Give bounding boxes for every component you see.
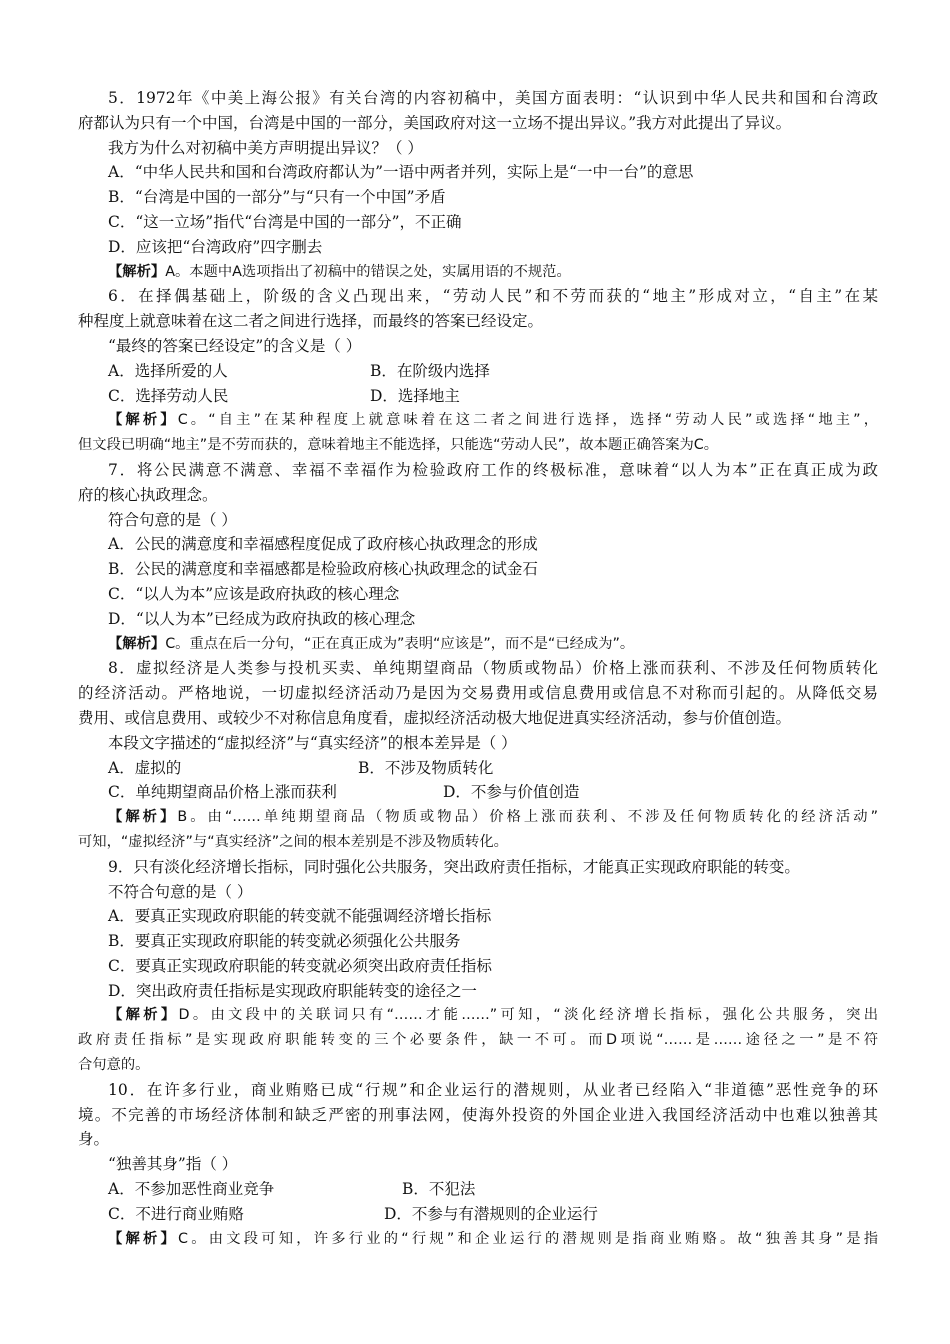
q9-option-b: B．要真正实现政府职能的转变就必须强化公共服务 <box>108 932 461 951</box>
q8-analysis-text: B。由“……单纯期望商品（物质或物品）价格上涨而获利、不涉及任何物质转化的经济活动” <box>177 809 878 826</box>
q6-option-d: D．选择地主 <box>370 386 460 405</box>
q8-option-d: D．不参与价值创造 <box>443 783 580 802</box>
q10-option-b: B．不犯法 <box>402 1180 476 1199</box>
q9-option-d: D．突出政府责任指标是实现政府职能转变的途径之一 <box>108 981 477 1000</box>
q9-analysis-text: D。由文段中的关联词只有“……才能……”可知，“淡化经济增长指标，强化公共服务，突出 <box>178 1007 878 1024</box>
q7-option-a: A．公民的满意度和幸福感程度促成了政府核心执政理念的形成 <box>108 535 538 554</box>
q8-options-row <box>78 780 878 805</box>
q6-analysis-line: 但文段已明确“地主”是不劳而获的，意味着地主不能选择，只能选“劳动人民”，故本题正确答案为C。 <box>78 437 719 454</box>
q8-option-a: A．虚拟的 <box>108 758 182 777</box>
q8-stem-line: 的经济活动。严格地说，一切虚拟经济活动乃是因为交易费用或信息费用或信息不对称而引起的。从降低交易 <box>78 684 878 703</box>
q8-stem-line: 费用、或信息费用、或较少不对称信息角度看，虚拟经济活动极大地促进真实经济活动，参与价值创造。 <box>78 708 792 727</box>
q6-analysis-text: C。“自主”在某种程度上就意味着在这二者之间进行选择，选择“劳动人民”或选择“地主”， <box>177 412 878 429</box>
q10-options-row <box>78 1202 878 1227</box>
q9-analysis <box>78 1003 878 1028</box>
q7-question: 符合句意的是（ ） <box>108 510 237 529</box>
q5-analysis-text: A。本题中A选项指出了初稿中的错误之处，实属用语的不规范。 <box>165 263 571 280</box>
q8-analysis <box>78 805 878 830</box>
q5-option-b: B．“台湾是中国的一部分”与“只有一个中国”矛盾 <box>108 188 446 207</box>
q5-option-c: C．“这一立场”指代“台湾是中国的一部分”，不正确 <box>108 212 462 231</box>
q10-stem-line: 10．在许多行业，商业贿赂已成“行规”和企业运行的潜规则，从业者已经陷入“非道德”恶性竞争的环 <box>108 1080 878 1099</box>
q6-option-a: A．选择所爱的人 <box>108 361 228 380</box>
q10-stem-line: 境。不完善的市场经济体制和缺乏严密的刑事法网，使海外投资的外国企业进入我国经济活动中也难以独善其 <box>78 1105 878 1124</box>
q10-option-a: A．不参加恶性商业竞争 <box>108 1180 275 1199</box>
q6-stem-line: 种程度上就意味着在这二者之间进行选择，而最终的答案已经设定。 <box>78 312 544 331</box>
q8-options-row <box>78 756 878 781</box>
q10-question: “独善其身”指（ ） <box>108 1155 238 1174</box>
q9-question: 不符合句意的是（ ） <box>108 882 253 901</box>
q10-options-row <box>78 1177 878 1202</box>
q10-analysis-text: C。由文段可知，许多行业的“行规”和企业运行的潜规则是指商业贿赂。故“独善其身”是指 <box>178 1230 878 1247</box>
q5-option-d: D．应该把“台湾政府”四字删去 <box>108 237 323 256</box>
q9-analysis-line: 政府责任指标”是实现政府职能转变的三个必要条件，缺一不可。而D项说“……是……途径之一”是不符 <box>78 1032 878 1049</box>
question-list <box>78 86 878 1251</box>
analysis-tag: 【解析】 <box>108 1230 179 1247</box>
analysis-tag: 【解析】 <box>108 809 178 826</box>
q7-analysis-text: C。重点在后一分句，“正在真正成为”表明“应该是”，而不是“已经成为”。 <box>165 635 635 652</box>
q10-option-c: C．不进行商业贿赂 <box>108 1204 244 1223</box>
q5-stem-line: 5．1972年《中美上海公报》有关台湾的内容初稿中，美国方面表明：“认识到中华人民共和国和台湾政 <box>108 89 878 107</box>
analysis-tag: 【解析】 <box>108 412 178 429</box>
q7-stem-line: 7．将公民满意不满意、幸福不幸福作为检验政府工作的终极标准，意味着“以人为本”正在真正成为政 <box>108 460 878 479</box>
q7-option-d: D．“以人为本”已经成为政府执政的核心理念 <box>108 609 416 628</box>
q9-stem-line: 9．只有淡化经济增长指标，同时强化公共服务，突出政府责任指标，才能真正实现政府职能的转变。 <box>108 857 800 876</box>
q9-option-c: C．要真正实现政府职能的转变就必须突出政府责任指标 <box>108 956 492 975</box>
q6-question: “最终的答案已经设定”的含义是（ ） <box>108 336 362 355</box>
q6-options-row <box>78 359 878 384</box>
analysis-tag: 【解析】 <box>108 1007 179 1024</box>
q10-analysis <box>78 1227 878 1252</box>
q8-option-c: C．单纯期望商品价格上涨而获利 <box>108 783 337 802</box>
q7-option-c: C．“以人为本”应该是政府执政的核心理念 <box>108 584 400 603</box>
q8-question: 本段文字描述的“虚拟经济”与“真实经济”的根本差异是（ ） <box>108 733 517 752</box>
q7-analysis <box>78 632 878 657</box>
q8-option-b: B．不涉及物质转化 <box>358 758 494 777</box>
q8-stem-line: 8．虚拟经济是人类参与投机买卖、单纯期望商品（物质或物品）价格上涨而获利、不涉及任何物质转化 <box>108 659 878 678</box>
q9-option-a: A．要真正实现政府职能的转变就不能强调经济增长指标 <box>108 907 492 926</box>
q6-stem-line: 6．在择偶基础上，阶级的含义凸现出来，“劳动人民”和不劳而获的“地主”形成对立，“自主”在某 <box>108 287 878 306</box>
q5-option-a: A．“中华人民共和国和台湾政府都认为”一语中两者并列，实际上是“一中一台”的意思 <box>108 163 694 182</box>
q6-option-c: C．选择劳动人民 <box>108 386 229 405</box>
q10-stem-line: 身。 <box>78 1130 110 1149</box>
q10-option-d: D．不参与有潜规则的企业运行 <box>384 1204 598 1223</box>
q6-options-row <box>78 384 878 409</box>
q6-analysis <box>78 408 878 433</box>
q7-stem-line: 府的核心执政理念。 <box>78 485 218 504</box>
q5-analysis <box>78 260 878 285</box>
analysis-tag: 【解析】 <box>108 635 166 652</box>
q7-option-b: B．公民的满意度和幸福感都是检验政府核心执政理念的试金石 <box>108 560 538 579</box>
q8-analysis-line: 可知，“虚拟经济”与“真实经济”之间的根本差别是不涉及物质转化。 <box>78 833 508 850</box>
q6-option-b: B．在阶级内选择 <box>370 361 490 380</box>
q5-question: 我方为什么对初稿中美方声明提出异议？（ ） <box>108 138 423 157</box>
analysis-tag: 【解析】 <box>108 263 166 280</box>
q9-analysis-line: 合句意的。 <box>78 1057 150 1074</box>
q5-stem-line: 府都认为只有一个中国，台湾是中国的一部分，美国政府对这一立场不提出异议。”我方对此提出了异议。 <box>78 113 792 132</box>
